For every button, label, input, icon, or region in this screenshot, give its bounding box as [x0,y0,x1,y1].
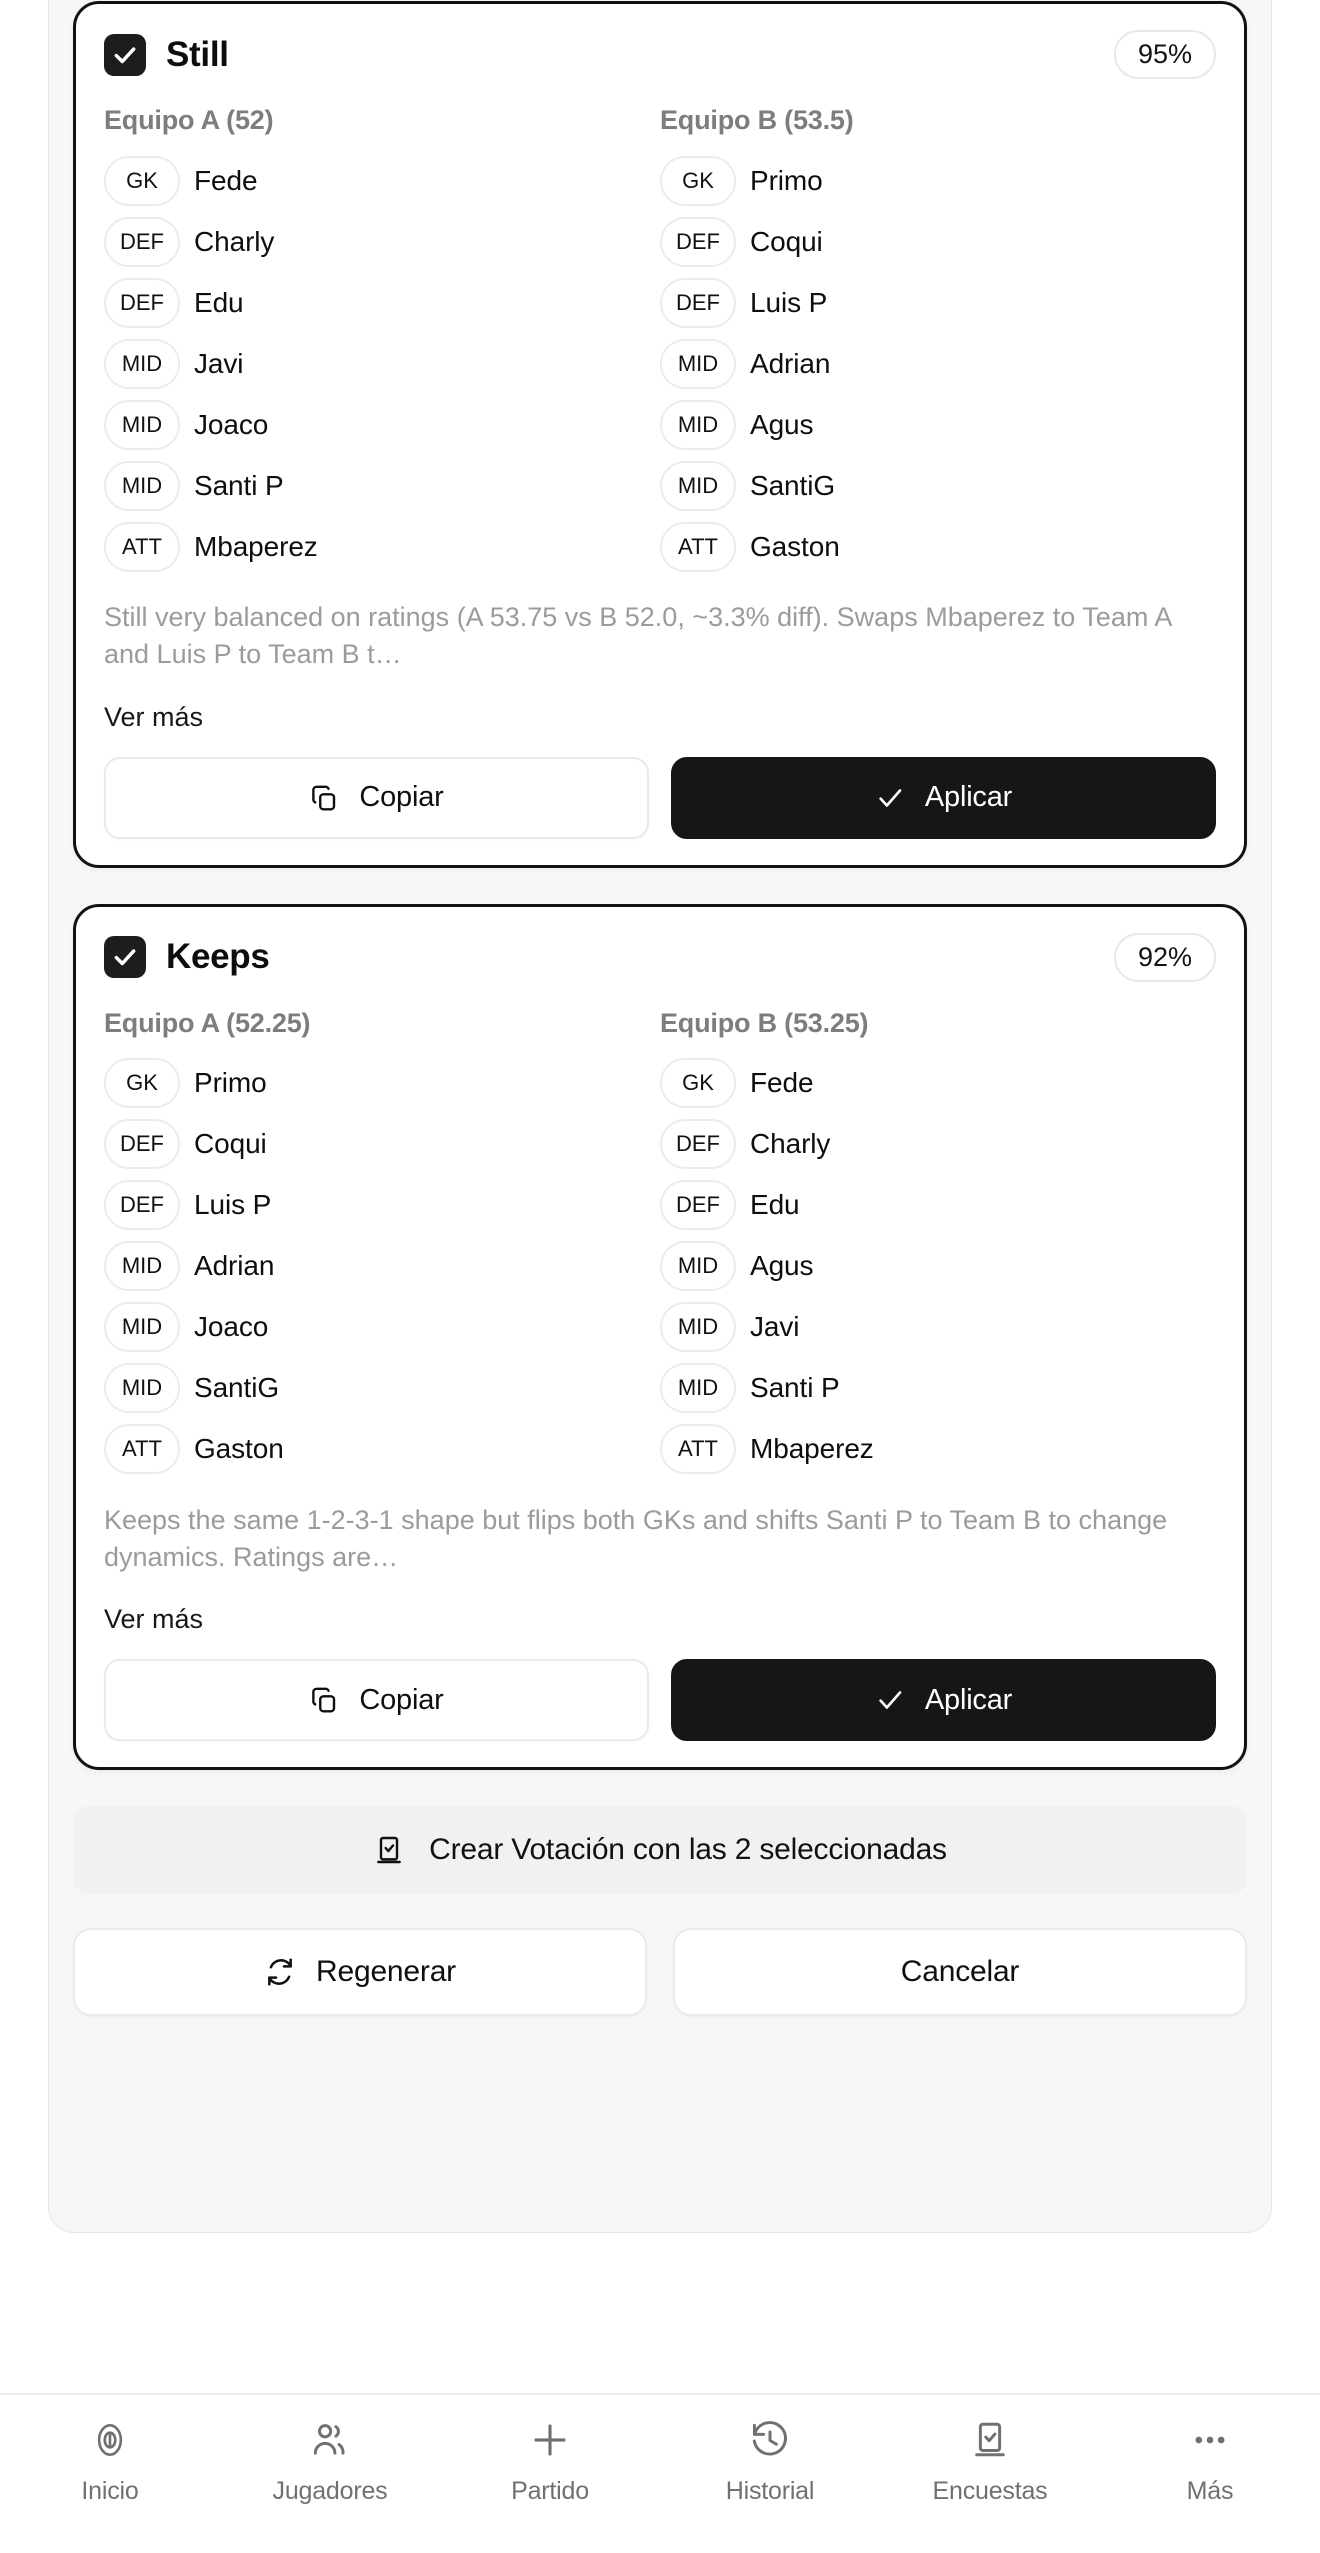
cancel-button[interactable] [673,1928,1247,2016]
position-badge: MID [660,1363,736,1413]
position-badge: DEF [660,217,736,267]
check-icon [875,783,905,813]
player-row [660,333,1216,394]
player-row [104,455,660,516]
team-a [104,1008,660,1480]
apply-button-label: Aplicar [924,781,1013,813]
create-vote-label: Crear Votación con las 2 seleccionadas [429,1833,947,1866]
player-name: SantiG [750,469,835,501]
player-name: Fede [194,164,258,196]
position-badge: DEF [660,1180,736,1230]
position-badge: MID [660,1302,736,1352]
card-header-left [104,34,229,76]
player-row [104,1053,660,1114]
position-badge: MID [660,1241,736,1291]
position-badge: MID [660,400,736,450]
apply-button-label: Aplicar [924,1683,1013,1716]
player-name: Charly [194,225,275,257]
tab-historial[interactable] [660,2417,880,2506]
player-name: Javi [194,347,244,379]
player-row [660,150,1216,211]
position-badge: ATT [104,1424,180,1474]
position-badge: GK [104,156,180,206]
copy-button[interactable] [104,1659,649,1741]
player-name: Luis P [194,1189,272,1220]
apply-button[interactable] [671,1659,1216,1741]
player-name: Santi P [750,1372,840,1403]
player-row [104,1419,660,1480]
player-name: Coqui [194,1128,267,1159]
confidence-badge: 92% [1114,933,1216,982]
check-icon [112,42,138,68]
player-name: Edu [194,286,244,318]
player-name: Luis P [750,286,828,318]
player-name: Primo [194,1067,267,1098]
tab-label: Jugadores [272,2477,388,2505]
player-row [660,1236,1216,1297]
team-a [104,105,660,577]
bottom-actions [73,1928,1247,2016]
player-row [660,1175,1216,1236]
player-name: Mbaperez [750,1433,874,1464]
player-row [104,1297,660,1358]
player-row [660,1297,1216,1358]
suggestion-title: Keeps [166,937,270,976]
player-name: Adrian [750,347,831,379]
player-row [104,1358,660,1419]
apply-button[interactable] [671,757,1216,839]
player-row [104,211,660,272]
confidence-badge: 95% [1114,30,1216,79]
player-row [660,1114,1216,1175]
teams-container [104,1008,1216,1480]
position-badge: MID [660,339,736,389]
check-icon [875,1685,905,1715]
player-name: Fede [750,1067,814,1098]
position-badge: DEF [104,1119,180,1169]
position-badge: DEF [660,278,736,328]
team-b [660,1008,1216,1480]
player-name: Edu [750,1189,800,1220]
team-a-header: Equipo A (52) [104,105,274,135]
copy-icon [309,1685,339,1715]
players-icon [309,2417,351,2463]
tab-label: Encuestas [932,2477,1048,2505]
copy-button-label: Copiar [359,1683,444,1716]
player-row [104,150,660,211]
position-badge: DEF [104,278,180,328]
regenerate-button[interactable] [73,1928,647,2016]
player-name: Agus [750,1250,814,1281]
player-name: Adrian [194,1250,275,1281]
player-row [660,455,1216,516]
refresh-icon [264,1956,296,1988]
card-header [104,30,1216,79]
plus-icon [529,2417,571,2463]
position-badge: DEF [104,1180,180,1230]
position-badge: GK [660,156,736,206]
player-name: Gaston [194,1433,284,1464]
teams-container [104,105,1216,577]
tab-partido[interactable] [440,2417,660,2506]
position-badge: GK [104,1058,180,1108]
ellipsis-icon [1189,2417,1231,2463]
player-name: Coqui [750,225,823,257]
player-name: Joaco [194,408,269,440]
player-name: Joaco [194,1311,269,1342]
position-badge: DEF [104,217,180,267]
player-row [660,1358,1216,1419]
suggestion-description: Still very balanced on ratings (A 53.75 vs B 52.0, ~3.3% diff). Swaps Mbaperez to Team A and Luis P to Team B t… [104,602,1171,670]
player-row [660,1053,1216,1114]
position-badge: GK [660,1058,736,1108]
position-badge: DEF [660,1119,736,1169]
suggestion-title: Still [166,34,229,74]
bottom-tab-bar [0,2393,1320,2553]
position-badge: MID [660,461,736,511]
player-row [104,1236,660,1297]
regenerate-label: Regenerar [316,1955,456,1988]
see-more-link[interactable]: Ver más [104,1604,204,1634]
position-badge: MID [104,1241,180,1291]
card-header-left [104,936,270,978]
copy-button-label: Copiar [359,781,444,813]
card-actions [104,757,1216,839]
team-b-header: Equipo B (53.25) [660,1007,869,1038]
check-icon [112,944,138,970]
team-b-header: Equipo B (53.5) [660,105,854,135]
player-row [104,272,660,333]
home-icon [89,2417,131,2463]
tab-label: Más [1186,2477,1234,2505]
tab-label: Historial [725,2477,815,2505]
position-badge: MID [104,400,180,450]
card-actions [104,1659,1216,1741]
team-a-header: Equipo A (52.25) [104,1007,311,1038]
tab-jugadores[interactable] [220,2417,440,2506]
see-more-link[interactable]: Ver más [104,701,204,732]
history-icon [749,2417,791,2463]
tab-label: Partido [511,2477,589,2505]
player-name: Gaston [750,530,840,562]
cancel-label: Cancelar [900,1955,1020,1988]
team-b [660,105,1216,577]
position-badge: ATT [104,522,180,572]
player-name: SantiG [194,1372,279,1403]
player-name: Santi P [194,469,284,501]
player-row [660,272,1216,333]
player-row [660,516,1216,577]
suggestion-checkbox[interactable] [104,936,146,978]
position-badge: MID [104,339,180,389]
position-badge: MID [104,1363,180,1413]
player-name: Primo [750,164,823,196]
position-badge: MID [104,1302,180,1352]
player-row [104,394,660,455]
position-badge: MID [104,461,180,511]
tab-inicio[interactable] [0,2417,220,2506]
player-name: Mbaperez [194,530,318,562]
poll-icon [373,1834,405,1866]
copy-icon [309,783,339,813]
player-row [104,516,660,577]
tab-mas[interactable] [1100,2417,1320,2506]
suggestion-card[interactable] [73,904,1247,1771]
player-row [104,1114,660,1175]
player-name: Charly [750,1128,831,1159]
position-badge: ATT [660,522,736,572]
player-row [660,211,1216,272]
player-name: Agus [750,408,814,440]
player-row [660,394,1216,455]
create-vote-button[interactable] [73,1806,1247,1894]
suggestion-card[interactable] [73,1,1247,868]
suggestion-checkbox[interactable] [104,34,146,76]
card-header [104,933,1216,982]
player-row [660,1419,1216,1480]
player-name: Javi [750,1311,800,1342]
suggestion-description: Keeps the same 1-2-3-1 shape but flips both GKs and shifts Santi P to Team B to change dynamics. Ratings are… [104,1504,1168,1572]
suggestions-panel [48,0,1272,2233]
tab-encuestas[interactable] [880,2417,1100,2506]
poll-icon [969,2417,1011,2463]
player-row [104,333,660,394]
tab-label: Inicio [81,2477,139,2505]
position-badge: ATT [660,1424,736,1474]
copy-button[interactable] [104,757,649,839]
player-row [104,1175,660,1236]
